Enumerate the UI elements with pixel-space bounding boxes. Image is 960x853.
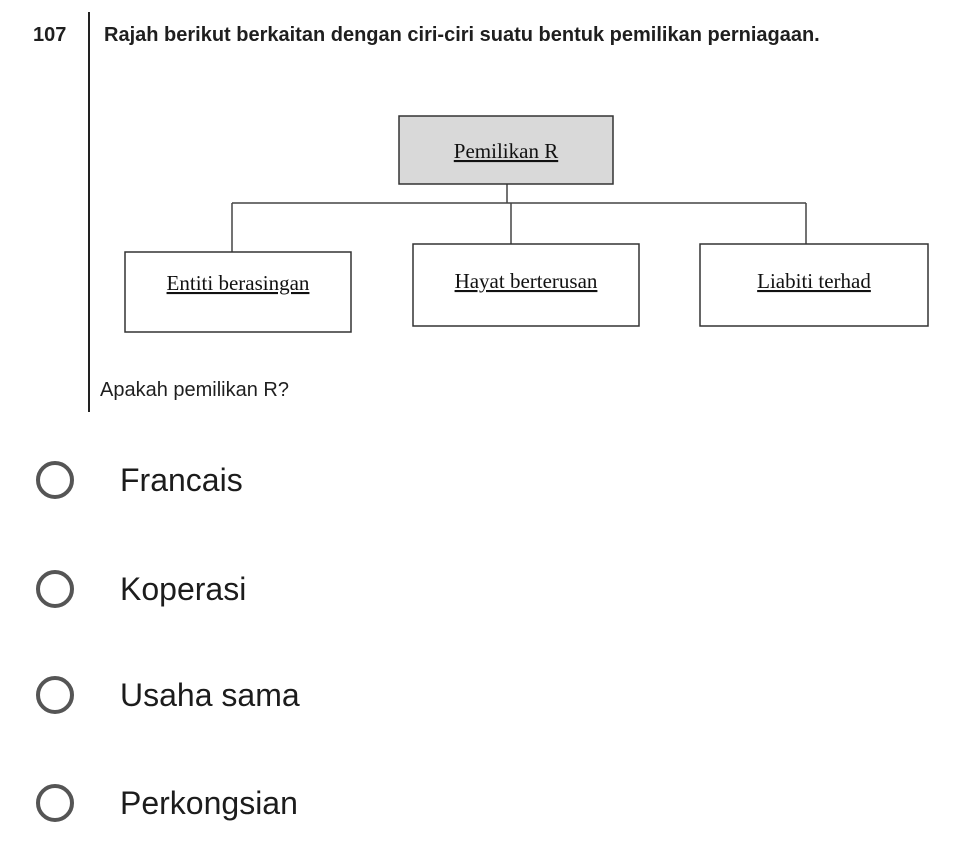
node-child-3 — [700, 244, 928, 326]
question-prompt: Apakah pemilikan R? — [100, 379, 289, 401]
radio-circle-icon[interactable] — [36, 784, 74, 822]
node-child-1 — [125, 252, 351, 332]
node-root — [399, 116, 613, 184]
question-block — [0, 0, 960, 420]
option-koperasi[interactable] — [30, 559, 630, 619]
node-child-2-label: Hayat berterusan — [454, 269, 598, 293]
question-number: 107 — [33, 24, 67, 46]
option-francais[interactable] — [30, 450, 630, 510]
option-label: Perkongsian — [120, 784, 298, 821]
radio-circle-icon[interactable] — [36, 676, 74, 714]
radio-circle-icon[interactable] — [36, 570, 74, 608]
node-child-1-label: Entiti berasingan — [166, 271, 310, 295]
node-root-label: Pemilikan R — [453, 139, 559, 163]
node-child-2 — [413, 244, 639, 326]
option-label: Usaha sama — [120, 676, 300, 713]
hierarchy-diagram — [0, 0, 960, 360]
question-stem: Rajah berikut berkaitan dengan ciri-ciri suatu bentuk pemilikan perniagaan. — [104, 24, 820, 46]
option-label: Francais — [120, 461, 243, 498]
option-label: Koperasi — [120, 570, 247, 607]
option-perkongsian[interactable] — [30, 773, 630, 833]
diagram-connectors — [232, 184, 806, 252]
radio-circle-icon[interactable] — [36, 461, 74, 499]
node-child-3-label: Liabiti terhad — [757, 269, 871, 293]
option-usaha-sama[interactable] — [30, 665, 630, 725]
